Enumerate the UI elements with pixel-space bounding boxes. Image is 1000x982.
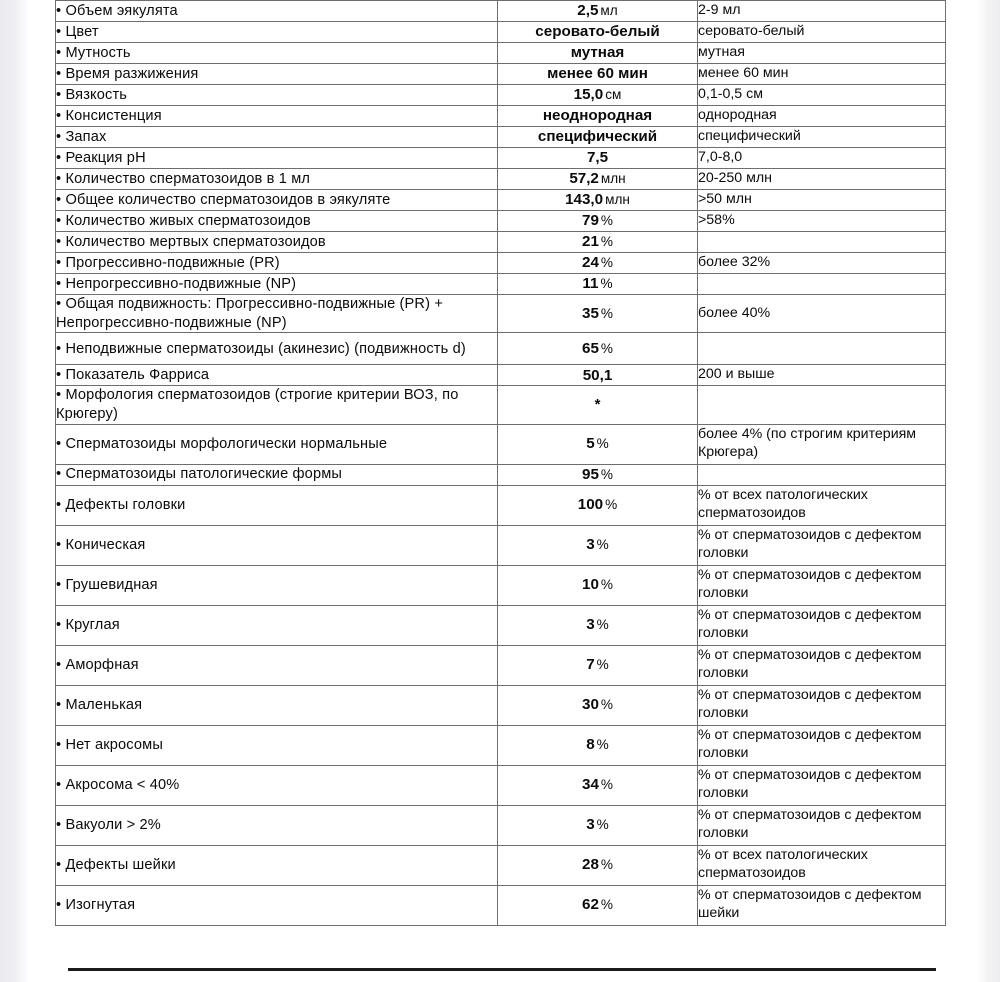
reference-range-cell: % от сперматозоидов с дефектом головки xyxy=(698,565,946,605)
reference-range-cell: % от сперматозоидов с дефектом головки xyxy=(698,685,946,725)
result-unit: % xyxy=(596,617,609,633)
table-row xyxy=(56,22,946,43)
result-value-cell xyxy=(498,22,698,43)
result-number: 21 xyxy=(582,233,599,251)
reference-range-cell: % от всех патологических сперматозоидов xyxy=(698,845,946,885)
result-number: мутная xyxy=(570,44,625,62)
table-row xyxy=(56,106,946,127)
result-number: 100 xyxy=(577,496,604,514)
report-sheet xyxy=(55,0,945,926)
table-row xyxy=(56,211,946,232)
result-unit: % xyxy=(600,305,613,321)
table-row xyxy=(56,464,946,485)
parameter-name-cell: • Неподвижные сперматозоиды (акинезис) (подвижность d) xyxy=(56,333,498,365)
reference-range-cell: 7,0-8,0 xyxy=(698,148,946,169)
table-row xyxy=(56,685,946,725)
result-unit: % xyxy=(600,234,613,250)
result-value-cell xyxy=(498,685,698,725)
parameter-name-cell: • Общее количество сперматозоидов в эякуляте xyxy=(56,190,498,211)
table-row xyxy=(56,190,946,211)
reference-range-cell: % от сперматозоидов с дефектом головки xyxy=(698,805,946,845)
table-row xyxy=(56,365,946,386)
parameter-name-cell: • Нет акросомы xyxy=(56,725,498,765)
reference-range-cell: 20-250 млн xyxy=(698,169,946,190)
parameter-name-cell: • Акросома < 40% xyxy=(56,765,498,805)
table-row xyxy=(56,85,946,106)
result-unit: % xyxy=(600,577,613,593)
reference-range-cell: >58% xyxy=(698,211,946,232)
result-number: 35 xyxy=(582,304,599,322)
result-number: специфический xyxy=(537,128,658,146)
table-row xyxy=(56,253,946,274)
table-row xyxy=(56,43,946,64)
parameter-name-cell: • Прогрессивно-подвижные (PR) xyxy=(56,253,498,274)
result-value-cell xyxy=(498,365,698,386)
reference-range-cell: менее 60 мин xyxy=(698,64,946,85)
page-left-gutter xyxy=(0,0,29,982)
table-row xyxy=(56,565,946,605)
parameter-name-cell: • Круглая xyxy=(56,605,498,645)
result-number: 50,1 xyxy=(582,366,613,384)
result-number: 3 xyxy=(586,536,595,554)
result-unit: % xyxy=(600,213,613,229)
result-number: 30 xyxy=(582,696,599,714)
table-row xyxy=(56,525,946,565)
reference-range-cell xyxy=(698,333,946,365)
result-unit: % xyxy=(600,897,613,913)
reference-range-cell: специфический xyxy=(698,127,946,148)
table-row xyxy=(56,333,946,365)
reference-range-cell: % от сперматозоидов с дефектом головки xyxy=(698,645,946,685)
result-unit: см xyxy=(605,87,622,103)
table-row xyxy=(56,424,946,464)
result-number: 2,5 xyxy=(577,2,599,20)
result-number: 62 xyxy=(582,896,599,914)
parameter-name-cell: • Маленькая xyxy=(56,685,498,725)
reference-range-cell xyxy=(698,232,946,253)
result-value-cell xyxy=(498,295,698,333)
table-row xyxy=(56,805,946,845)
parameter-name-cell: • Изогнутая xyxy=(56,885,498,925)
parameter-name-cell: • Аморфная xyxy=(56,645,498,685)
result-value-cell xyxy=(498,274,698,295)
parameter-name-cell: • Вакуоли > 2% xyxy=(56,805,498,845)
parameter-name-cell: • Сперматозоиды патологические формы xyxy=(56,464,498,485)
result-number: неоднородная xyxy=(542,107,653,125)
reference-range-cell: % от сперматозоидов с дефектом головки xyxy=(698,765,946,805)
result-value-cell xyxy=(498,169,698,190)
parameter-name-cell: • Вязкость xyxy=(56,85,498,106)
parameter-name-cell: • Мутность xyxy=(56,43,498,64)
result-number: 7,5 xyxy=(586,149,609,167)
table-row xyxy=(56,127,946,148)
result-unit: мл xyxy=(600,3,618,19)
result-number: серовато-белый xyxy=(535,23,660,41)
parameter-name-cell: • Консистенция xyxy=(56,106,498,127)
result-unit: % xyxy=(596,657,609,673)
result-number: 3 xyxy=(586,816,595,834)
result-unit: % xyxy=(596,737,609,753)
parameter-name-cell: • Непрогрессивно-подвижные (NP) xyxy=(56,274,498,295)
reference-range-cell: >50 млн xyxy=(698,190,946,211)
result-number: 65 xyxy=(582,340,599,357)
result-value-cell xyxy=(498,464,698,485)
parameter-name-cell: • Время разжижения xyxy=(56,64,498,85)
result-value-cell xyxy=(498,127,698,148)
table-row xyxy=(56,169,946,190)
result-value-cell xyxy=(498,386,698,424)
reference-range-cell: более 40% xyxy=(698,295,946,333)
table-row xyxy=(56,645,946,685)
parameter-name-cell: • Морфология сперматозоидов (строгие критерии ВОЗ, по Крюгеру) xyxy=(56,386,498,424)
reference-range-cell: 0,1-0,5 см xyxy=(698,85,946,106)
result-value-cell xyxy=(498,424,698,464)
result-unit: млн xyxy=(605,192,630,208)
result-value-cell xyxy=(498,148,698,169)
table-row xyxy=(56,885,946,925)
table-row xyxy=(56,845,946,885)
table-body xyxy=(56,1,946,926)
parameter-name-cell: • Сперматозоиды морфологически нормальные xyxy=(56,424,498,464)
result-unit: % xyxy=(600,857,613,873)
result-value-cell xyxy=(498,845,698,885)
reference-range-cell xyxy=(698,464,946,485)
reference-range-cell: % от сперматозоидов с дефектом шейки xyxy=(698,885,946,925)
reference-range-cell: 200 и выше xyxy=(698,365,946,386)
reference-range-cell: % от сперматозоидов с дефектом головки xyxy=(698,605,946,645)
table-row xyxy=(56,274,946,295)
result-number: 7 xyxy=(586,656,595,674)
reference-range-cell: однородная xyxy=(698,106,946,127)
table-row xyxy=(56,386,946,424)
result-value-cell xyxy=(498,645,698,685)
result-value-cell xyxy=(498,64,698,85)
result-value-cell xyxy=(498,885,698,925)
result-value-cell xyxy=(498,565,698,605)
parameter-name-cell: • Цвет xyxy=(56,22,498,43)
result-value-cell xyxy=(498,43,698,64)
result-number: 57,2 xyxy=(569,170,599,188)
result-number: 5 xyxy=(586,435,595,453)
table-row xyxy=(56,725,946,765)
result-value-cell xyxy=(498,211,698,232)
table-row xyxy=(56,1,946,22)
result-number: 24 xyxy=(582,254,599,272)
result-value-cell xyxy=(498,725,698,765)
reference-range-cell: % от сперматозоидов с дефектом головки xyxy=(698,725,946,765)
parameter-name-cell: • Количество сперматозоидов в 1 мл xyxy=(56,169,498,190)
reference-range-cell: 2-9 мл xyxy=(698,1,946,22)
parameter-name-cell: • Запах xyxy=(56,127,498,148)
reference-range-cell: мутная xyxy=(698,43,946,64)
result-number: менее 60 мин xyxy=(547,65,648,83)
result-unit: млн xyxy=(600,171,626,187)
table-row xyxy=(56,765,946,805)
reference-range-cell: более 4% (по строгим критериям Крюгера) xyxy=(698,424,946,464)
result-unit: % xyxy=(596,436,609,452)
result-value-cell xyxy=(498,1,698,22)
table-row xyxy=(56,232,946,253)
parameter-name-cell: • Коническая xyxy=(56,525,498,565)
parameter-name-cell: • Грушевидная xyxy=(56,565,498,605)
result-value-cell xyxy=(498,190,698,211)
spermogram-results-table xyxy=(55,0,946,926)
result-unit: % xyxy=(596,537,609,553)
parameter-name-cell: • Количество мертвых сперматозоидов xyxy=(56,232,498,253)
result-value-cell xyxy=(498,333,698,365)
parameter-name-cell: • Дефекты головки xyxy=(56,485,498,525)
result-unit: % xyxy=(600,697,613,713)
result-value-cell xyxy=(498,85,698,106)
result-number: 143,0 xyxy=(565,191,604,209)
parameter-name-cell: • Объем эякулята xyxy=(56,1,498,22)
result-value-cell xyxy=(498,765,698,805)
reference-range-cell: более 32% xyxy=(698,253,946,274)
result-number: 34 xyxy=(582,776,599,794)
result-unit: % xyxy=(600,341,613,356)
reference-range-cell xyxy=(698,386,946,424)
parameter-name-cell: • Реакция pH xyxy=(56,148,498,169)
reference-range-cell: % от сперматозоидов с дефектом головки xyxy=(698,525,946,565)
reference-range-cell: % от всех патологических сперматозоидов xyxy=(698,485,946,525)
result-number: 8 xyxy=(586,736,595,754)
table-row xyxy=(56,64,946,85)
result-unit: % xyxy=(596,817,609,833)
page-right-gutter xyxy=(976,0,1000,982)
result-value-cell xyxy=(498,525,698,565)
result-number: 11 xyxy=(582,275,599,293)
result-number: 10 xyxy=(582,576,599,594)
reference-range-cell xyxy=(698,274,946,295)
reference-range-cell: серовато-белый xyxy=(698,22,946,43)
result-number: 95 xyxy=(582,465,599,483)
parameter-name-cell: • Дефекты шейки xyxy=(56,845,498,885)
result-value-cell xyxy=(498,253,698,274)
result-number: 79 xyxy=(582,212,599,230)
result-value-cell xyxy=(498,485,698,525)
result-unit: % xyxy=(600,276,613,292)
parameter-name-cell: • Показатель Фарриса xyxy=(56,365,498,386)
result-unit: % xyxy=(600,777,613,793)
result-unit: % xyxy=(605,497,618,513)
result-value-cell xyxy=(498,805,698,845)
result-number: 15,0 xyxy=(573,86,604,104)
table-row xyxy=(56,485,946,525)
table-row xyxy=(56,295,946,333)
result-value-cell xyxy=(498,605,698,645)
parameter-name-cell: • Количество живых сперматозоидов xyxy=(56,211,498,232)
result-unit: % xyxy=(600,466,613,482)
table-row xyxy=(56,148,946,169)
result-number: 28 xyxy=(582,856,599,874)
table-row xyxy=(56,605,946,645)
result-unit: % xyxy=(600,255,613,271)
asterisk-marker: * xyxy=(594,395,601,413)
result-value-cell xyxy=(498,106,698,127)
footer-divider-rule xyxy=(68,968,936,971)
result-number: 3 xyxy=(586,616,595,634)
result-value-cell xyxy=(498,232,698,253)
parameter-name-cell: • Общая подвижность: Прогрессивно-подвижные (PR) + Непрогрессивно-подвижные (NP) xyxy=(56,295,498,333)
